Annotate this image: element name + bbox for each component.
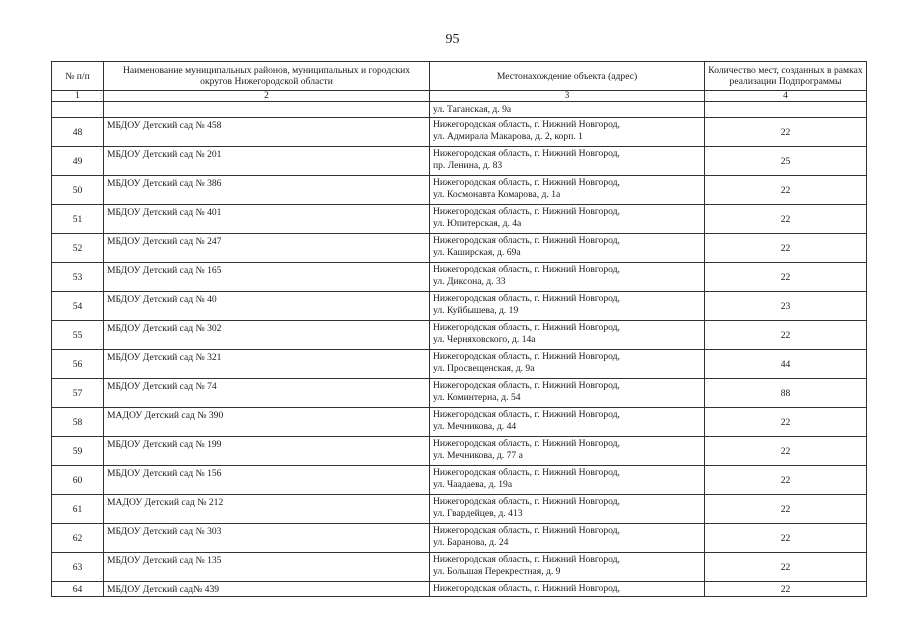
cell-address xyxy=(430,466,705,495)
cell-address xyxy=(430,495,705,524)
address-line: Нижегородская область, г. Нижний Новгород, xyxy=(433,206,620,217)
cell-num: 60 xyxy=(52,466,104,495)
table-row xyxy=(52,350,867,379)
cell-count xyxy=(705,102,867,118)
address-line: ул. Диксона, д. 33 xyxy=(433,276,506,287)
cell-count: 22 xyxy=(705,205,867,234)
cell-count: 22 xyxy=(705,553,867,582)
column-number: 2 xyxy=(104,91,430,102)
address-line: пр. Ленина, д. 83 xyxy=(433,160,503,171)
cell-num: 49 xyxy=(52,147,104,176)
cell-name: МБДОУ Детский сад № 302 xyxy=(104,321,430,350)
cell-address xyxy=(430,234,705,263)
cell-count: 44 xyxy=(705,350,867,379)
cell-name: МБДОУ Детский сад № 199 xyxy=(104,437,430,466)
address-line: ул. Коминтерна, д. 54 xyxy=(433,392,521,403)
cell-name xyxy=(104,102,430,118)
cell-name: МБДОУ Детский сад № 303 xyxy=(104,524,430,553)
table-row xyxy=(52,466,867,495)
table-row xyxy=(52,524,867,553)
cell-name: МБДОУ Детский сад № 386 xyxy=(104,176,430,205)
cell-num: 61 xyxy=(52,495,104,524)
cell-name: МБДОУ Детский сад № 135 xyxy=(104,553,430,582)
address-line: Нижегородская область, г. Нижний Новгород, xyxy=(433,293,620,304)
address-line: Нижегородская область, г. Нижний Новгород, xyxy=(433,438,620,449)
cell-num: 63 xyxy=(52,553,104,582)
cell-count: 22 xyxy=(705,263,867,292)
cell-name: МБДОУ Детский сад № 458 xyxy=(104,118,430,147)
cell-num: 52 xyxy=(52,234,104,263)
cell-name: МАДОУ Детский сад № 390 xyxy=(104,408,430,437)
header-count: Количество мест, созданных в рамках реализации Подпрограммы xyxy=(705,62,867,91)
facilities-table xyxy=(51,61,867,597)
cell-address xyxy=(430,350,705,379)
cell-name: МБДОУ Детский сад № 165 xyxy=(104,263,430,292)
address-line: ул. Мечникова, д. 77 а xyxy=(433,450,523,461)
cell-num: 57 xyxy=(52,379,104,408)
table-row xyxy=(52,234,867,263)
cell-address xyxy=(430,437,705,466)
address-line: Нижегородская область, г. Нижний Новгород, xyxy=(433,554,620,565)
continuation-row xyxy=(52,102,867,118)
cell-count: 23 xyxy=(705,292,867,321)
cell-name: МБДОУ Детский сад№ 439 xyxy=(104,582,430,597)
address-line: ул. Адмирала Макарова, д. 2, корп. 1 xyxy=(433,131,583,142)
cell-address xyxy=(430,379,705,408)
table-row xyxy=(52,582,867,597)
table-row xyxy=(52,205,867,234)
column-number: 4 xyxy=(705,91,867,102)
address-line: Нижегородская область, г. Нижний Новгород, xyxy=(433,322,620,333)
header-num: № п/п xyxy=(52,62,104,91)
cell-count: 22 xyxy=(705,466,867,495)
cell-address xyxy=(430,321,705,350)
address-line: ул. Гвардейцев, д. 413 xyxy=(433,508,523,519)
cell-name: МБДОУ Детский сад № 40 xyxy=(104,292,430,321)
address-line: ул. Чаадаева, д. 19а xyxy=(433,479,513,490)
address-line: Нижегородская область, г. Нижний Новгород, xyxy=(433,409,620,420)
cell-num: 62 xyxy=(52,524,104,553)
table-row xyxy=(52,553,867,582)
cell-count: 22 xyxy=(705,234,867,263)
address-line: ул. Черняховского, д. 14а xyxy=(433,334,536,345)
table-row xyxy=(52,321,867,350)
cell-address xyxy=(430,176,705,205)
table-header-row xyxy=(52,62,867,91)
cell-count: 22 xyxy=(705,321,867,350)
table-row xyxy=(52,379,867,408)
cell-count: 88 xyxy=(705,379,867,408)
cell-count: 22 xyxy=(705,118,867,147)
header-address: Местонахождение объекта (адрес) xyxy=(430,62,705,91)
cell-name: МБДОУ Детский сад № 156 xyxy=(104,466,430,495)
cell-count: 22 xyxy=(705,495,867,524)
cell-name: МБДОУ Детский сад № 321 xyxy=(104,350,430,379)
table-row xyxy=(52,495,867,524)
cell-num: 56 xyxy=(52,350,104,379)
cell-count: 22 xyxy=(705,408,867,437)
cell-name: МБДОУ Детский сад № 74 xyxy=(104,379,430,408)
address-line: Нижегородская область, г. Нижний Новгород, xyxy=(433,583,620,594)
address-line: ул. Космонавта Комарова, д. 1а xyxy=(433,189,561,200)
cell-num: 53 xyxy=(52,263,104,292)
cell-num xyxy=(52,102,104,118)
cell-address xyxy=(430,205,705,234)
column-number-row xyxy=(52,91,867,102)
cell-address: ул. Таганская, д. 9а xyxy=(430,102,705,118)
cell-count: 22 xyxy=(705,176,867,205)
address-line: Нижегородская область, г. Нижний Новгород, xyxy=(433,496,620,507)
header-name: Наименование муниципальных районов, муниципальных и городских округов Нижегородской области xyxy=(104,62,430,91)
address-line: ул. Юпитерская, д. 4а xyxy=(433,218,522,229)
address-line: ул. Куйбышева, д. 19 xyxy=(433,305,519,316)
table-row xyxy=(52,147,867,176)
address-line: ул. Баранова, д. 24 xyxy=(433,537,509,548)
table-row xyxy=(52,176,867,205)
cell-count: 22 xyxy=(705,437,867,466)
address-line: ул. Каширская, д. 69а xyxy=(433,247,521,258)
cell-num: 48 xyxy=(52,118,104,147)
cell-address xyxy=(430,147,705,176)
cell-name: МАДОУ Детский сад № 212 xyxy=(104,495,430,524)
cell-name: МБДОУ Детский сад № 201 xyxy=(104,147,430,176)
cell-address xyxy=(430,263,705,292)
address-line: Нижегородская область, г. Нижний Новгород, xyxy=(433,264,620,275)
address-line: Нижегородская область, г. Нижний Новгород, xyxy=(433,148,620,159)
address-line: ул. Просвещенская, д. 9а xyxy=(433,363,535,374)
cell-address xyxy=(430,292,705,321)
table-row xyxy=(52,437,867,466)
address-line: Нижегородская область, г. Нижний Новгород, xyxy=(433,351,620,362)
cell-name: МБДОУ Детский сад № 401 xyxy=(104,205,430,234)
address-line: Нижегородская область, г. Нижний Новгород, xyxy=(433,177,620,188)
cell-count: 22 xyxy=(705,582,867,597)
cell-address xyxy=(430,524,705,553)
cell-num: 50 xyxy=(52,176,104,205)
cell-num: 58 xyxy=(52,408,104,437)
cell-address xyxy=(430,118,705,147)
cell-num: 59 xyxy=(52,437,104,466)
column-number: 3 xyxy=(430,91,705,102)
table-row xyxy=(52,292,867,321)
address-line: Нижегородская область, г. Нижний Новгород, xyxy=(433,467,620,478)
page-number: 95 xyxy=(445,32,460,47)
cell-address xyxy=(430,408,705,437)
column-number: 1 xyxy=(52,91,104,102)
cell-address xyxy=(430,582,705,597)
address-line: ул. Мечникова, д. 44 xyxy=(433,421,517,432)
table-row xyxy=(52,263,867,292)
cell-num: 55 xyxy=(52,321,104,350)
cell-num: 64 xyxy=(52,582,104,597)
cell-num: 54 xyxy=(52,292,104,321)
address-line: Нижегородская область, г. Нижний Новгород, xyxy=(433,119,620,130)
table-row xyxy=(52,408,867,437)
address-line: ул. Большая Перекрестная, д. 9 xyxy=(433,566,561,577)
cell-name: МБДОУ Детский сад № 247 xyxy=(104,234,430,263)
address-line: Нижегородская область, г. Нижний Новгород, xyxy=(433,235,620,246)
address-line: Нижегородская область, г. Нижний Новгород, xyxy=(433,380,620,391)
cell-count: 22 xyxy=(705,524,867,553)
table-row xyxy=(52,118,867,147)
cell-count: 25 xyxy=(705,147,867,176)
cell-num: 51 xyxy=(52,205,104,234)
address-line: Нижегородская область, г. Нижний Новгород, xyxy=(433,525,620,536)
cell-address xyxy=(430,553,705,582)
